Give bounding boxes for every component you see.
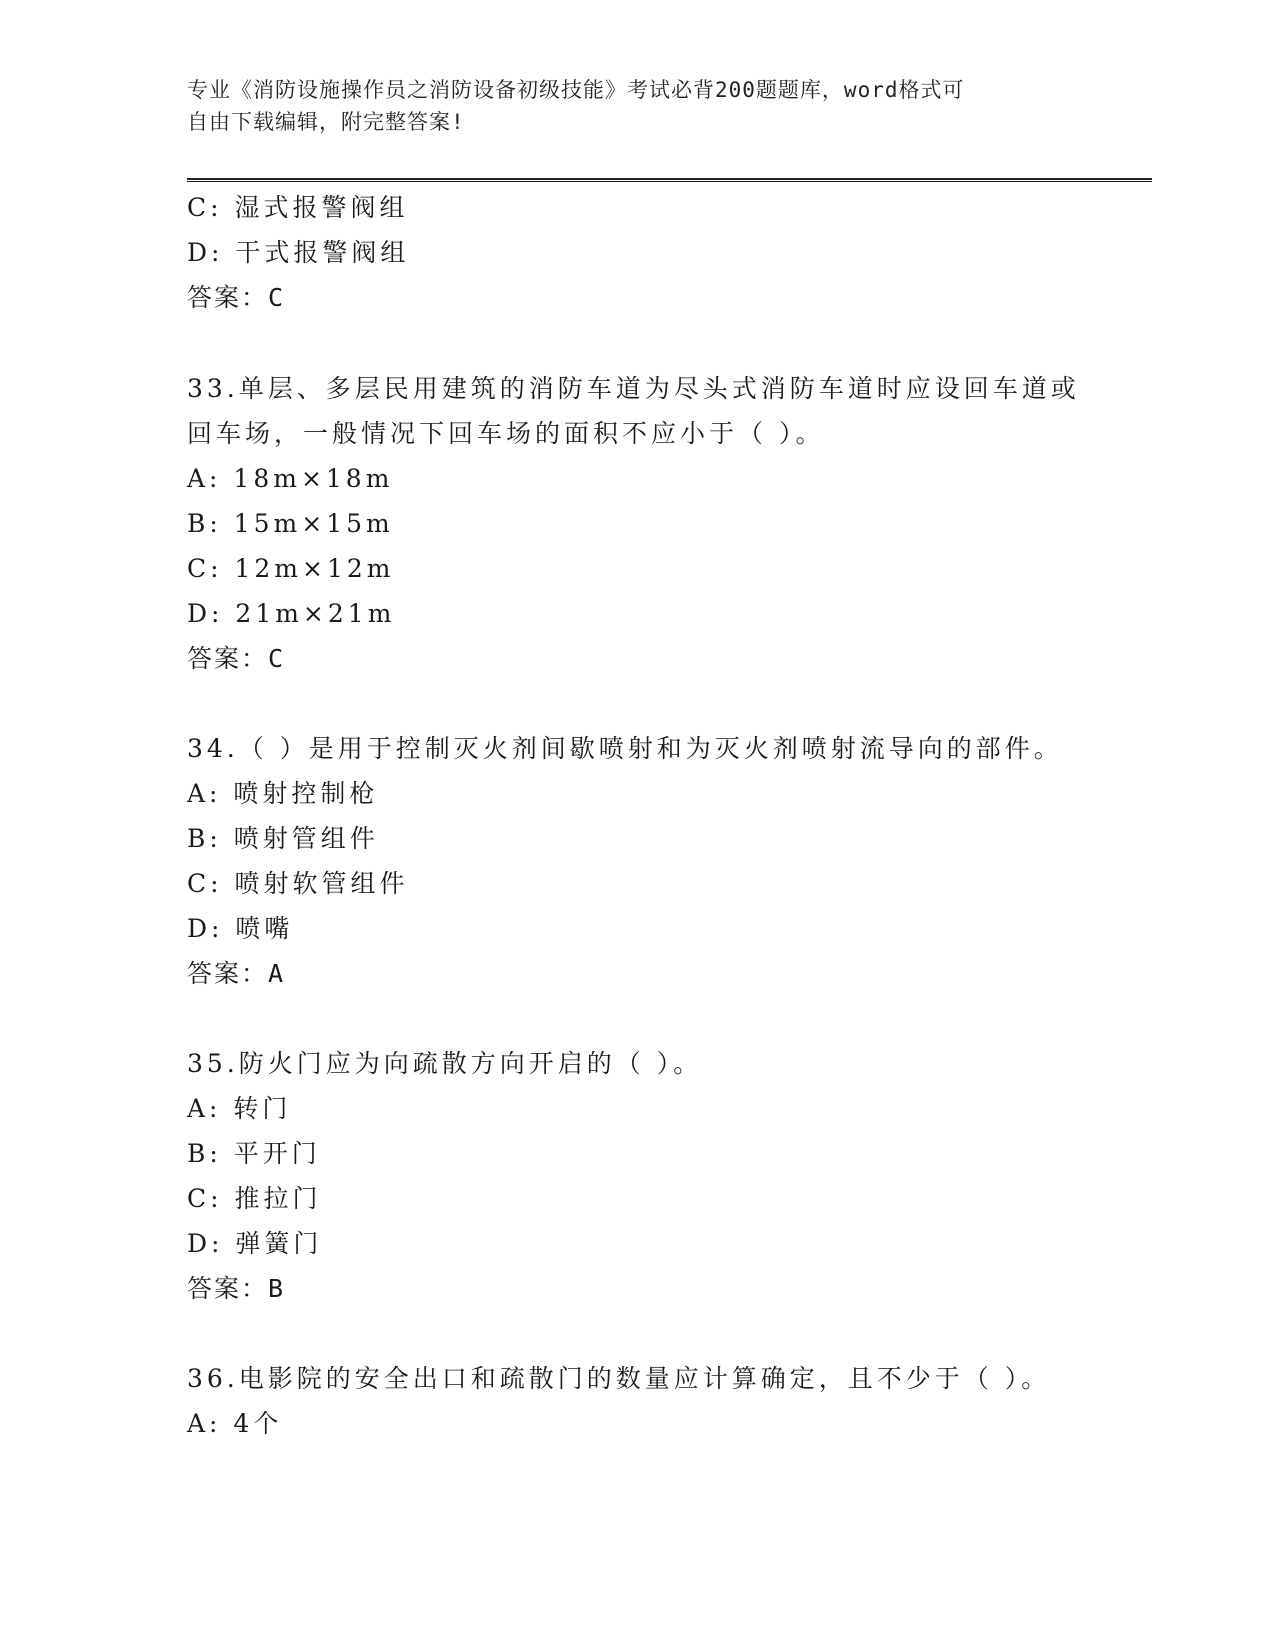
q33-option-d: D: 21m×21m — [187, 599, 396, 628]
q35-option-b: B: 平开门 — [187, 1139, 321, 1168]
prev-option-d: D: 干式报警阀组 — [187, 238, 410, 267]
q33-stem-line-2: 回车场，一般情况下回车场的面积不应小于（ ）。 — [187, 419, 825, 448]
q33-option-a: A: 18m×18m — [187, 464, 394, 493]
q36-option-a: A: 4个 — [187, 1409, 283, 1438]
header-title-line-2: 自由下载编辑，附完整答案! — [187, 110, 465, 134]
q34-stem-line-1: 34.（ ）是用于控制灭火剂间歇喷射和为灭火剂喷射流导向的部件。 — [187, 734, 1063, 763]
q34-option-b: B: 喷射管组件 — [187, 824, 379, 853]
q33-option-c: C: 12m×12m — [187, 554, 395, 583]
page-header — [187, 74, 1077, 138]
q36-stem-line-1: 36.电影院的安全出口和疏散门的数量应计算确定，且不少于（ ）。 — [187, 1364, 1051, 1393]
header-divider — [187, 178, 1152, 182]
q33-answer: 答案：C — [187, 644, 286, 673]
prev-answer: 答案：C — [187, 283, 286, 312]
q33-stem-line-1: 33.单层、多层民用建筑的消防车道为尽头式消防车道时应设回车道或 — [187, 374, 1080, 403]
q35-option-c: C: 推拉门 — [187, 1184, 322, 1213]
q33-option-b: B: 15m×15m — [187, 509, 394, 538]
q35-option-d: D: 弹簧门 — [187, 1229, 323, 1258]
q34-option-c: C: 喷射软管组件 — [187, 869, 409, 898]
q35-stem-line-1: 35.防火门应为向疏散方向开启的（ ）。 — [187, 1049, 703, 1078]
q34-option-a: A: 喷射控制枪 — [187, 779, 379, 808]
header-title-line-1: 专业《消防设施操作员之消防设备初级技能》考试必背200题题库，word格式可 — [187, 78, 965, 102]
q35-answer: 答案：B — [187, 1274, 286, 1303]
q34-option-d: D: 喷嘴 — [187, 914, 294, 943]
q35-option-a: A: 转门 — [187, 1094, 292, 1123]
q34-answer: 答案：A — [187, 959, 286, 988]
prev-option-c: C: 湿式报警阀组 — [187, 193, 409, 222]
